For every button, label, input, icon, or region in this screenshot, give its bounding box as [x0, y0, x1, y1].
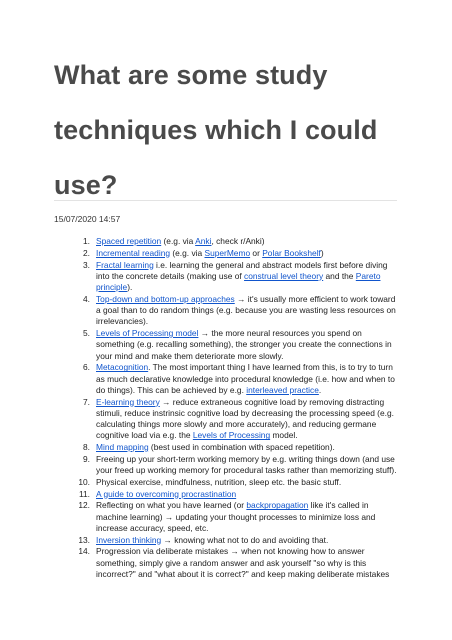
- item-text: or: [250, 247, 263, 258]
- item-link[interactable]: A guide to overcoming procrastination: [96, 488, 237, 499]
- item-text: → it's usually more efficient to work toward a goal than to do random things (e.g. because you are wasting less resources on irrelevancies).: [96, 293, 396, 327]
- item-text: and the: [323, 270, 356, 281]
- list-number: 6.: [83, 362, 90, 373]
- list-item: [72, 546, 398, 580]
- item-text: Physical exercise, mindfulness, nutrition, sleep etc. the basic stuff.: [96, 476, 342, 487]
- list-item: [72, 294, 398, 328]
- item-text: ).: [127, 282, 133, 292]
- item-link[interactable]: Top-down and bottom-up approaches: [96, 293, 235, 304]
- item-link[interactable]: Fractal learning: [96, 259, 154, 270]
- list-item: [72, 477, 398, 488]
- list-item: [72, 454, 398, 477]
- item-link[interactable]: Inversion thinking: [96, 534, 162, 545]
- item-link[interactable]: construal level theory: [244, 270, 324, 281]
- item-link[interactable]: E-learning theory: [96, 396, 160, 407]
- list-item: [72, 328, 398, 362]
- item-link[interactable]: SuperMemo: [204, 247, 251, 258]
- list-number: 8.: [83, 442, 90, 452]
- item-text: .: [318, 384, 322, 395]
- item-link[interactable]: Levels of Processing: [192, 430, 271, 441]
- list-item: [72, 535, 398, 546]
- list-item: [72, 442, 398, 453]
- item-text: model.: [270, 430, 298, 441]
- list-item: [72, 362, 398, 396]
- item-link[interactable]: Incremental reading: [96, 247, 171, 258]
- list-number: 13.: [78, 534, 90, 545]
- list-number: 2.: [83, 247, 90, 258]
- list-number: 12.: [78, 500, 90, 511]
- list-item: [72, 489, 398, 500]
- title-divider: [54, 200, 397, 201]
- list-item: [72, 248, 398, 259]
- list-number: 7.: [83, 396, 90, 407]
- item-text: → knowing what not to do and avoiding that.: [161, 534, 329, 545]
- page-title: What are some study techniques which I could use?: [54, 60, 378, 200]
- list-item: [72, 260, 398, 294]
- item-text: . The most important thing I have learned from this, is to try to turn as much declarative knowledge into procedural knowledge (i.e. how and when to do things). This can be achieved by e.g.: [96, 362, 395, 395]
- list-number: 9.: [83, 453, 90, 464]
- item-text: like it's called in machine learning) → updating your thought processes to minimize loss and increase accuracy, speed, etc.: [96, 500, 376, 533]
- item-text: (e.g. via: [161, 236, 196, 246]
- item-link[interactable]: backpropagation: [246, 500, 309, 511]
- list-number: 11.: [78, 488, 90, 499]
- item-text: Progression via deliberate mistakes → when not knowing how to answer something, simply give a random answer and ask yourself "so why is this incorrect?" and "what about it is correct?" and keep making deliberate mistakes: [96, 546, 390, 579]
- item-text: i.e. learning the general and abstract models first before diving into the concrete details (making use of: [96, 259, 388, 281]
- list-item: [72, 236, 398, 247]
- item-link[interactable]: Levels of Processing model: [96, 328, 199, 338]
- item-link[interactable]: Spaced repetition: [96, 236, 162, 246]
- technique-list: [72, 236, 398, 581]
- item-text: (e.g. via: [170, 247, 205, 258]
- item-text: Reflecting on what you have learned (or: [96, 500, 247, 511]
- item-link[interactable]: Polar Bookshelf: [262, 247, 321, 258]
- list-number: 1.: [83, 236, 90, 246]
- list-number: 10.: [78, 476, 90, 487]
- list-item: [72, 397, 398, 442]
- item-link[interactable]: Metacognition: [96, 362, 149, 373]
- item-text: Freeing up your short-term working memory by e.g. writing things down (and use your freed up working memory for procedural tasks rather than memorizing stuff).: [96, 453, 397, 475]
- list-number: 14.: [78, 546, 90, 557]
- created-date: 15/07/2020 14:57: [54, 214, 121, 224]
- item-link[interactable]: Mind mapping: [96, 442, 149, 452]
- item-link[interactable]: interleaved practice: [246, 384, 319, 395]
- item-text: ): [320, 247, 324, 258]
- list-item: [72, 500, 398, 534]
- list-number: 4.: [83, 293, 90, 304]
- item-text: , check r/Anki): [211, 236, 265, 246]
- item-link[interactable]: Pareto principle: [96, 270, 381, 292]
- list-number: 5.: [83, 328, 90, 338]
- item-text: (best used in combination with spaced repetition).: [148, 442, 335, 452]
- list-number: 3.: [83, 259, 90, 270]
- item-text: → reduce extraneous cognitive load by removing distracting stimuli, reduce instrinsic cognitive load by decreasing the processing speed (e.g. calculating things more slowly and more accurately), and reducing germane cognitive load via e.g. the: [96, 396, 394, 441]
- item-text: → the more neural resources you spend on something (e.g. recalling something), the stronger you create the connections in your mind and make them deteriorate more slowly.: [96, 328, 392, 361]
- item-link[interactable]: Anki: [195, 236, 212, 246]
